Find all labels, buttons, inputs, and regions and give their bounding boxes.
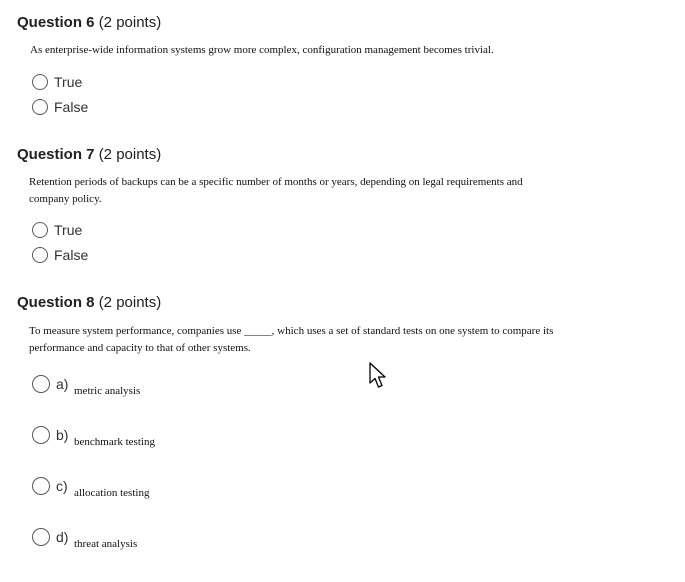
option-true[interactable] <box>32 220 82 240</box>
radio-button-icon[interactable] <box>32 222 48 238</box>
question-title <box>17 294 161 311</box>
option-text: threat analysis <box>74 538 138 550</box>
radio-button-icon[interactable] <box>32 528 50 546</box>
radio-button-icon[interactable] <box>32 74 48 90</box>
question-text: As enterprise-wide information systems grow more complex, configuration management becomes trivial. <box>30 44 494 56</box>
question-points: (2 points) <box>98 14 162 31</box>
question-points: (2 points) <box>98 146 162 163</box>
radio-button-icon[interactable] <box>32 426 50 444</box>
question-text: Retention periods of backups can be a specific number of months or years, depending on legal requirements and company policy. <box>29 176 523 205</box>
option-label: True <box>54 74 83 90</box>
mouse-pointer-icon <box>369 362 391 390</box>
option-letter: c) <box>56 478 68 494</box>
option-text: allocation testing <box>74 487 150 499</box>
radio-button-icon[interactable] <box>32 99 48 115</box>
option-text: metric analysis <box>74 385 141 397</box>
option-letter: d) <box>56 529 69 545</box>
question-title <box>17 14 161 31</box>
option-false[interactable] <box>32 97 88 117</box>
question-number: Question 6 <box>17 14 95 31</box>
question-points: (2 points) <box>98 294 162 311</box>
option-letter: a) <box>56 376 69 392</box>
question-text: To measure system performance, companies use _____, which uses a set of standard tests on one system to compare its performance and capacity to that of other systems. <box>29 325 554 354</box>
option-label: False <box>54 99 89 115</box>
question-title <box>17 146 161 163</box>
radio-button-icon[interactable] <box>32 477 50 495</box>
option-text: benchmark testing <box>74 436 155 448</box>
option-label: True <box>54 222 83 238</box>
question-number: Question 8 <box>17 294 95 311</box>
radio-button-icon[interactable] <box>32 375 50 393</box>
question-number: Question 7 <box>17 146 95 163</box>
option-letter: b) <box>56 427 69 443</box>
option-label: False <box>54 247 89 263</box>
option-false[interactable] <box>32 245 88 265</box>
radio-button-icon[interactable] <box>32 247 48 263</box>
option-true[interactable] <box>32 72 82 92</box>
